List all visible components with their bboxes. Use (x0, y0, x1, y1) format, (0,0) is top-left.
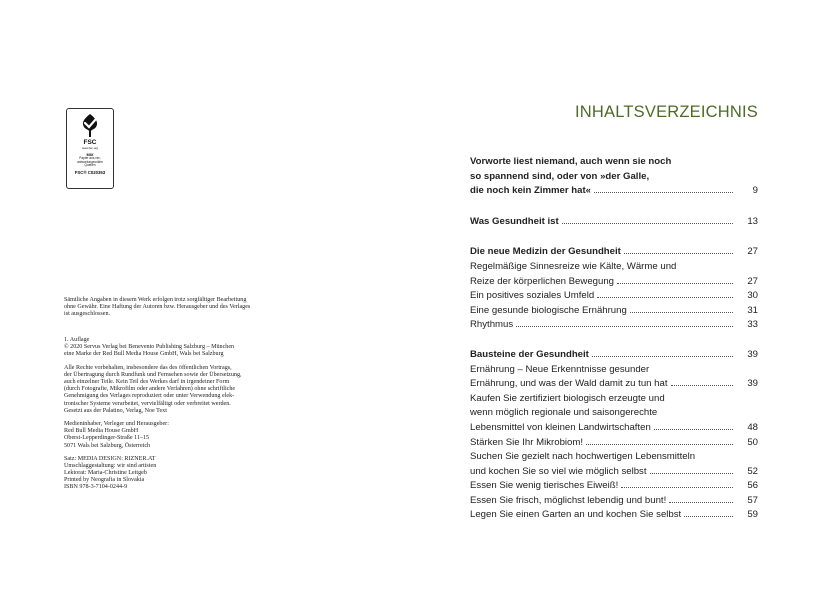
fsc-brand: FSC (83, 139, 97, 146)
page-number: 9 (752, 185, 758, 197)
fsc-text: Quellen (84, 163, 96, 168)
page-number: 30 (747, 290, 758, 302)
toc-entry-medizin[interactable] (470, 245, 758, 260)
toc-entry-title: Eine gesunde biologische Ernährung (470, 304, 627, 316)
toc-entry-line: Ernährung – Neue Erkenntnisse gesunder (470, 363, 650, 375)
imprint-line: Umschlaggestaltung: wir sind artisten (64, 463, 157, 470)
imprint-line: © 2020 Servus Verlag bei Benevento Publishing Salzburg – München (64, 344, 235, 351)
leader-dots (650, 473, 733, 474)
toc-entry-title: die noch kein Zimmer hat« (470, 185, 592, 197)
toc-entry-gesundheit[interactable] (470, 215, 758, 230)
imprint-line: Genehmigung des Verlages reproduziert oder unter Verwendung elek- (64, 393, 235, 400)
edition-block (64, 337, 314, 358)
publisher-block (64, 421, 314, 449)
fsc-site: www.fsc.org (81, 146, 99, 150)
page-number: 27 (747, 246, 758, 258)
leader-dots (684, 516, 733, 517)
leader-dots (654, 429, 733, 430)
imprint-line: Printed by Neografia in Slovakia (64, 477, 145, 484)
imprint-line: Red Bull Media House GmbH (64, 428, 139, 435)
imprint-line: der Übertragung durch Rundfunk und Fernsehen sowie der Übersetzung, (64, 372, 242, 379)
imprint-line: tronischer Systeme verarbeitet, vervielfältigt oder verbreitet werden. (64, 400, 231, 407)
toc-entry-title: Bausteine der Gesundheit (470, 348, 589, 360)
page-number: 57 (747, 494, 758, 506)
toc-entry-title: Reize der körperlichen Bewegung (470, 275, 614, 287)
imprint (64, 297, 314, 498)
rights-block (64, 365, 314, 415)
leader-dots (597, 297, 733, 298)
page-number: 39 (747, 348, 758, 360)
toc-entry-title: Ernährung, und was der Wald damit zu tun hat (470, 378, 668, 390)
toc-subentry[interactable] (470, 508, 758, 523)
leader-dots (592, 356, 733, 357)
leader-dots (624, 253, 733, 254)
toc-entry-title: Was Gesundheit ist (470, 215, 559, 227)
page-number: 48 (747, 421, 758, 433)
page-number: 59 (747, 509, 758, 521)
page-number: 52 (747, 465, 758, 477)
imprint-line: (durch Fotografie, Mikrofilm oder andere Verfahren) ohne schriftliche (64, 386, 236, 393)
leader-dots (562, 223, 733, 224)
imprint-line: ohne Gewähr. Eine Haftung der Autoren bzw. Herausgeber und des Verlages (64, 304, 251, 311)
disclaimer-block (64, 297, 314, 318)
imprint-line: eine Marke der Red Bull Media House GmbH, Wals bei Salzburg (64, 351, 224, 358)
toc-entry-line: wenn möglich regionale und saisongerechte (470, 407, 658, 419)
toc-subentry[interactable] (470, 318, 758, 333)
page-number: 39 (747, 378, 758, 390)
page-number: 50 (747, 436, 758, 448)
page-number: 33 (747, 319, 758, 331)
fsc-logo (66, 108, 114, 189)
table-of-contents (470, 155, 758, 523)
page-number: 31 (747, 304, 758, 316)
toc-entry-line: Kaufen Sie zertifiziert biologisch erzeugte und (470, 392, 665, 404)
toc-entry-line: Suchen Sie gezielt nach hochwertigen Lebensmitteln (470, 451, 696, 463)
credits-block (64, 456, 314, 491)
toc-entry-line: Vorworte liest niemand, auch wenn sie noch (470, 156, 672, 167)
toc-entry-title: Legen Sie einen Garten an und kochen Sie selbst (470, 509, 682, 521)
imprint-line: Sämtliche Angaben in diesem Werk erfolgen trotz sorgfältiger Bearbeitung (64, 297, 247, 303)
toc-entry-title: und kochen Sie so viel wie möglich selbst (470, 465, 647, 477)
toc-entry-title: Stärken Sie Ihr Mikrobiom! (470, 436, 584, 448)
toc-entry-line: so spannend sind, oder von »der Galle, (470, 170, 650, 182)
imprint-line: Gesetzt aus der Palatino, Verlag, Noe Text (64, 407, 167, 414)
toc-subentry[interactable] (470, 304, 758, 319)
fsc-mix: MIX (86, 152, 94, 157)
toc-entry-bausteine[interactable] (470, 348, 758, 363)
imprint-line: Lektorat: Maria-Christine Leitgeb (64, 470, 147, 477)
leader-dots (671, 385, 734, 386)
imprint-line: ist ausgeschlossen. (64, 311, 111, 318)
imprint-line: ISBN 978-3-7104-0244-9 (64, 484, 128, 491)
toc-subentry[interactable] (470, 421, 758, 436)
toc-subentry[interactable] (470, 275, 758, 290)
toc-subentry[interactable] (470, 465, 758, 480)
page-number: 27 (747, 275, 758, 287)
fsc-text: antwortungsvollen (77, 159, 103, 164)
imprint-line: 1. Auflage (64, 337, 90, 344)
toc-entry-intro[interactable] (470, 184, 758, 199)
toc-subentry[interactable] (470, 479, 758, 494)
toc-subentry[interactable] (470, 436, 758, 451)
leader-dots (621, 487, 733, 488)
toc-subentry[interactable] (470, 494, 758, 509)
page-number: 13 (747, 215, 758, 227)
leader-dots (586, 444, 733, 445)
page-number: 56 (747, 480, 758, 492)
toc-entry-title: Essen Sie frisch, möglichst lebendig und bunt! (470, 494, 667, 506)
imprint-line: Oberst-Lepperdinger-Straße 11–15 (64, 435, 150, 442)
imprint-line: Satz: MEDIA DESIGN: RIZNER.AT (64, 456, 156, 463)
leader-dots (617, 283, 733, 284)
toc-entry-title: Ein positives soziales Umfeld (470, 290, 595, 302)
toc-entry-line: Regelmäßige Sinnesreize wie Kälte, Wärme und (470, 260, 677, 272)
toc-title: INHALTSVERZEICHNIS (575, 103, 758, 121)
toc-entry-title: Die neue Medizin der Gesundheit (470, 246, 621, 258)
toc-subentry[interactable] (470, 289, 758, 304)
imprint-line: Medieninhaber, Verleger und Herausgeber: (64, 421, 169, 428)
toc-entry-title: Essen Sie wenig tierisches Eiweiß! (470, 480, 619, 492)
imprint-line: Alle Rechte vorbehalten, insbesondere das des öffentlichen Vortrags, (64, 365, 232, 372)
imprint-line: 5071 Wals bei Salzburg, Österreich (64, 442, 151, 449)
imprint-line: auch einzelner Teile. Kein Teil des Werkes darf in irgendeiner Form (64, 379, 230, 386)
leader-dots (516, 326, 733, 327)
leader-dots (669, 502, 733, 503)
fsc-text: Papier aus ver- (79, 156, 101, 160)
toc-subentry[interactable] (470, 377, 758, 392)
fsc-code: FSC® C020353 (74, 169, 106, 175)
toc-entry-title: Rhythmus (470, 319, 514, 331)
tree-check-icon (77, 112, 103, 138)
toc-entry-title: Lebensmittel von kleinen Landwirtschaften (470, 421, 651, 433)
leader-dots (630, 312, 733, 313)
leader-dots (594, 192, 733, 193)
